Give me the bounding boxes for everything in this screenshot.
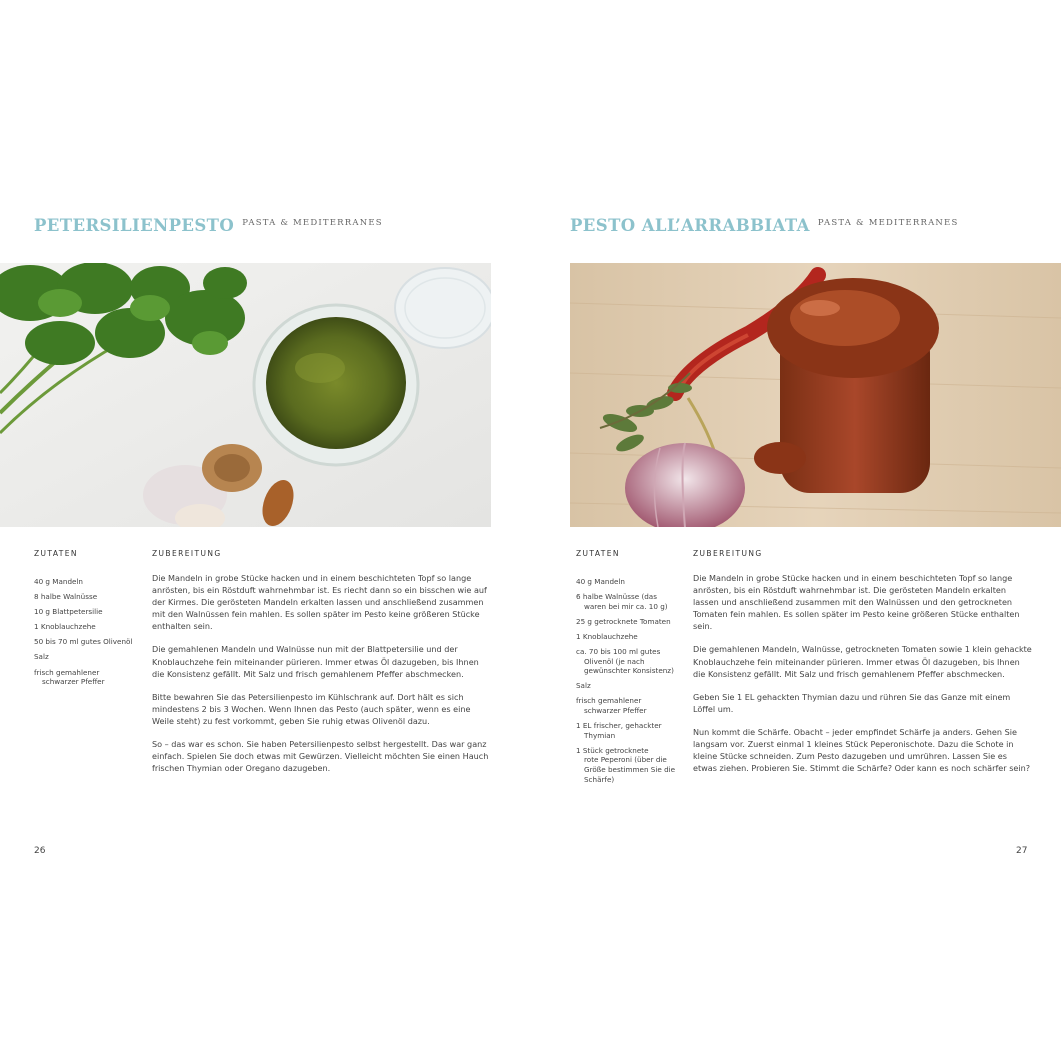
preparation-paragraph: Die gemahlenen Mandeln, Walnüsse, getrockneten Tomaten sowie 1 klein gehackte Knoblauchzehe fein miteinander pürieren. Immer etwas Öl dazugeben, bis Ihnen die Konsistenz gefällt. Mit Salz und frisch gemahlenem Pfeffer abschmecken. — [693, 644, 1032, 679]
preparation-heading: ZUBEREITUNG — [152, 549, 222, 558]
ingredient-item: 25 g getrocknete Tomaten — [576, 616, 671, 626]
ingredient-item: 40 g Mandeln — [34, 577, 83, 586]
left-title-row — [34, 216, 383, 235]
parsley-pesto-photo — [0, 263, 491, 527]
arrabbiata-pesto-photo — [570, 263, 1061, 527]
preparation-paragraph: Nun kommt die Schärfe. Obacht – jeder empfindet Schärfe ja anders. Gehen Sie langsam vor. Zuerst einmal 1 kleines Stück Peperonischote. Dazu die Schote in kleine Stücke schneiden. Zum Pesto dazugeben und umrühren. Lassen Sie es etwas ziehen. Probieren Sie. Stimmt die Schärfe? Oder kann es noch schärfer sein? — [693, 726, 1031, 774]
ingredient-item: 1 Knoblauchzehe — [34, 622, 96, 632]
ingredient-item: 6 halbe Walnüsse (das waren bei mir ca. 10 g) — [576, 592, 668, 611]
ingredients-heading: ZUTATEN — [576, 549, 620, 558]
preparation-text — [152, 572, 492, 785]
page-number: 27 — [1016, 846, 1028, 856]
ingredient-item: 50 bis 70 ml gutes Olivenöl — [34, 637, 133, 647]
ingredient-item: 10 g Blattpetersilie — [34, 607, 103, 617]
right-title-row — [570, 216, 958, 235]
ingredient-item: 8 halbe Walnüsse — [34, 592, 98, 602]
preparation-heading: ZUBEREITUNG — [693, 549, 763, 558]
ingredients-list — [576, 577, 684, 790]
preparation-text — [693, 572, 1033, 785]
recipe-category: PASTA & MEDITERRANES — [242, 218, 383, 228]
ingredient-item: 40 g Mandeln — [576, 577, 625, 586]
ingredient-item: 1 Knoblauchzehe — [576, 631, 638, 641]
recipe-category: PASTA & MEDITERRANES — [817, 218, 959, 228]
ingredient-item: frisch gemahlener schwarzer Pfeffer — [576, 696, 647, 715]
preparation-paragraph: Die Mandeln in grobe Stücke hacken und in einem beschichteten Topf so lange anrösten, bis ein Röstduft wahrnehmbar ist. Die gerösteten Mandeln erkalten lassen und anschließend zusammen mit den Walnüssen und den getrockneten Tomaten fein mahlen. Es sollen später im Pesto keine größeren Stücke enthalten sein. — [693, 573, 1020, 632]
ingredients-heading: ZUTATEN — [34, 549, 78, 558]
recipe-title: PESTO ALL’ARRABBIATA — [570, 216, 810, 235]
page-number: 26 — [34, 846, 46, 856]
ingredients-list — [34, 577, 142, 692]
arrabbiata-pesto-illustration — [570, 263, 1061, 527]
ingredient-item: 1 Stück getrocknete rote Peperoni (über die Größe bestimmen Sie die Schärfe) — [576, 745, 676, 784]
ingredient-item: 1 EL frischer, gehackter Thymian — [576, 721, 662, 740]
preparation-paragraph: Bitte bewahren Sie das Petersilienpesto im Kühlschrank auf. Dort hält es sich mindestens 2 bis 3 Wochen. Wenn Ihnen das Pesto (auch später, wenn es eine Weile steht) zu fest vorkommt, geben Sie ruhig etwas Olivenöl dazu. — [152, 691, 471, 726]
right-page — [530, 0, 1061, 1061]
preparation-paragraph: So – das war es schon. Sie haben Petersilienpesto selbst hergestellt. Das war ganz einfach. Spielen Sie doch etwas mit Gewürzen. Vielleicht möchten Sie einen Hauch frischen Thymian oder Oregano dazugeben. — [152, 739, 489, 774]
left-page — [0, 0, 530, 1061]
ingredient-item: Salz — [34, 652, 49, 662]
preparation-paragraph: Geben Sie 1 EL gehackten Thymian dazu und rühren Sie das Ganze mit einem Löffel um. — [693, 691, 1011, 714]
recipe-title: PETERSILIENPESTO — [34, 216, 235, 235]
parsley-pesto-illustration — [0, 263, 491, 527]
preparation-paragraph: Die gemahlenen Mandeln und Walnüsse nun mit der Blattpetersilie und der Knoblauchzehe fein miteinander pürieren. Immer etwas Öl dazugeben, bis Ihnen die Konsistenz gefällt. Mit Salz und frisch gemahlenem Pfeffer abschmecken. — [152, 644, 479, 679]
ingredient-item: ca. 70 bis 100 ml gutes Olivenöl (je nach gewünschter Konsistenz) — [576, 646, 674, 676]
preparation-paragraph: Die Mandeln in grobe Stücke hacken und in einem beschichteten Topf so lange anrösten, bis ein Röstduft wahrnehmbar ist. Es riecht dann so ein bisschen wie auf der Kirmes. Die gerösteten Mandeln erkalten lassen und anschließend zusammen mit den Walnüssen fein mahlen. Es sollen später im Pesto keine größeren Stücke enthalten sein. — [152, 573, 487, 632]
ingredient-item: frisch gemahlener schwarzer Pfeffer — [34, 667, 105, 687]
ingredient-item: Salz — [576, 681, 591, 691]
